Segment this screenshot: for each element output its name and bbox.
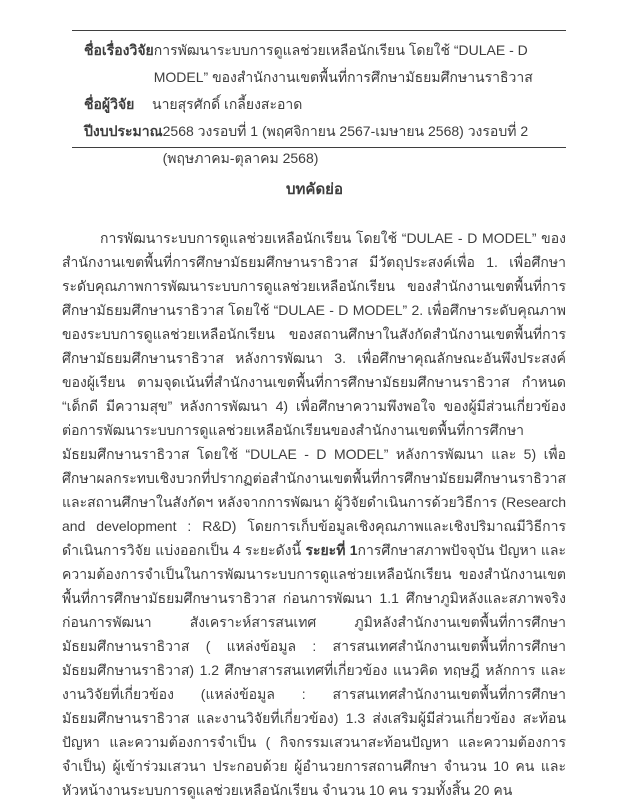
researcher-name-row bbox=[84, 91, 566, 118]
abstract-paragraph bbox=[62, 226, 566, 802]
researcher-name-value: นายสุรศักดิ์ เกลี้ยงสะอาด bbox=[152, 96, 303, 112]
abstract-heading: บทคัดย่อ bbox=[286, 181, 343, 198]
abstract-segment-bold: ระยะที่ 1 bbox=[305, 542, 358, 558]
researcher-name-label: ชื่อผู้วิจัย bbox=[84, 96, 135, 112]
header-top-rule bbox=[72, 30, 566, 31]
research-title-value: การพัฒนาระบบการดูแลช่วยเหลือนักเรียน โดยใช้ “DULAE - D MODEL” ของสำนักงานเขตพื้นที่การศึกษามัธยมศึกษานราธิวาส bbox=[153, 42, 533, 85]
fiscal-year-value: 2568 วงรอบที่ 1 (พฤศจิกายน 2567-เมษายน 2568) วงรอบที่ 2 (พฤษภาคม-ตุลาคม 2568) bbox=[162, 123, 529, 166]
research-title-row bbox=[84, 37, 566, 91]
fiscal-year-row bbox=[84, 118, 566, 172]
fiscal-year-label: ปีงบประมาณ bbox=[84, 123, 163, 139]
research-title-label: ชื่อเรื่องวิจัย bbox=[84, 42, 154, 58]
abstract-segment: การศึกษาสภาพปัจจุบัน ปัญหา และความต้องการจำเป็นในการพัฒนาระบบการดูแลช่วยเหลือนักเรียน ของสำนักงานเขตพื้นที่การศึกษามัธยมศึกษานราธิวาส ก่อนการพัฒนา 1.1 ศึกษาภูมิหลังและสภาพจริง ก่อนการพัฒนา สังเคราะห์สารสนเทศ ภูมิหลังสำนักงานเขตพื้นที่การศึกษามัธยมศึกษานราธิวาส ( แหล่งข้อมูล : สารสนเทศสำนักงานเขตพื้นที่การศึกษามัธยมศึกษานราธิวาส) 1.2 ศึกษาสารสนเทศที่เกี่ยวข้อง แนวคิด ทฤษฎี หลักการ และงานวิจัยที่เกี่ยวข้อง (แหล่งข้อมูล : สารสนเทศสำนักงานเขตพื้นที่การศึกษามัธยมศึกษานราธิวาส และงานวิจัยที่เกี่ยวข้อง) 1.3 ส่งเสริมผู้มีส่วนเกี่ยวข้อง สะท้อนปัญหา และความต้องการจำเป็น ( กิจกรรมเสวนาสะท้อนปัญหา และความต้องการจำเป็น) ผู้เข้าร่วมเสวนา ประกอบด้วย ผู้อำนวยการสถานศึกษา จำนวน 10 คน และหัวหน้างานระบบการดูแลช่วยเหลือนักเรียน จำนวน 10 คน รวมทั้งสิ้น 20 คน bbox=[62, 542, 567, 798]
header-bottom-rule bbox=[72, 147, 566, 148]
abstract-segment: การพัฒนาระบบการดูแลช่วยเหลือนักเรียน โดยใช้ “DULAE - D MODEL” ของสำนักงานเขตพื้นที่การศึกษามัธยมศึกษานราธิวาส มีวัตถุประสงค์เพื่อ 1. เพื่อศึกษาระดับคุณภาพการพัฒนาระบบการดูแลช่วยเหลือนักเรียน ของสำนักงานเขตพื้นที่การศึกษามัธยมศึกษานราธิวาส โดยใช้ “DULAE - D MODEL” 2. เพื่อศึกษาระดับคุณภาพของระบบการดูแลช่วยเหลือนักเรียน ของสถานศึกษาในสังกัดสำนักงานเขตพื้นที่การศึกษามัธยมศึกษานราธิวาส หลังการพัฒนา 3. เพื่อศึกษาคุณลักษณะอันพึงประสงค์ของผู้เรียน ตามจุดเน้นที่สำนักงานเขตพื้นที่การศึกษามัธยมศึกษานราธิวาส กำหนด “เด็กดี มีความสุข” หลังการพัฒนา 4) เพื่อศึกษาความพึงพอใจ ของผู้มีส่วนเกี่ยวข้อง ต่อการพัฒนาระบบการดูแลช่วยเหลือนักเรียนของสำนักงานเขตพื้นที่การศึกษามัธยมศึกษานราธิวาส โดยใช้ “DULAE - D MODEL” หลังการพัฒนา และ 5) เพื่อศึกษาผลกระทบเชิงบวกที่ปรากฏต่อสำนักงานเขตพื้นที่การศึกษามัธยมศึกษานราธิวาส และสถานศึกษาในสังกัดฯ หลังจากการพัฒนา ผู้วิจัยดำเนินการด้วยวิธีการ (Research and development : R&D) โดยการเก็บข้อมูลเชิงคุณภาพและเชิงปริมาณมีวิธีการดำเนินการวิจัย แบ่งออกเป็น 4 ระยะดังนี้ bbox=[62, 230, 567, 558]
header-table bbox=[84, 37, 566, 172]
